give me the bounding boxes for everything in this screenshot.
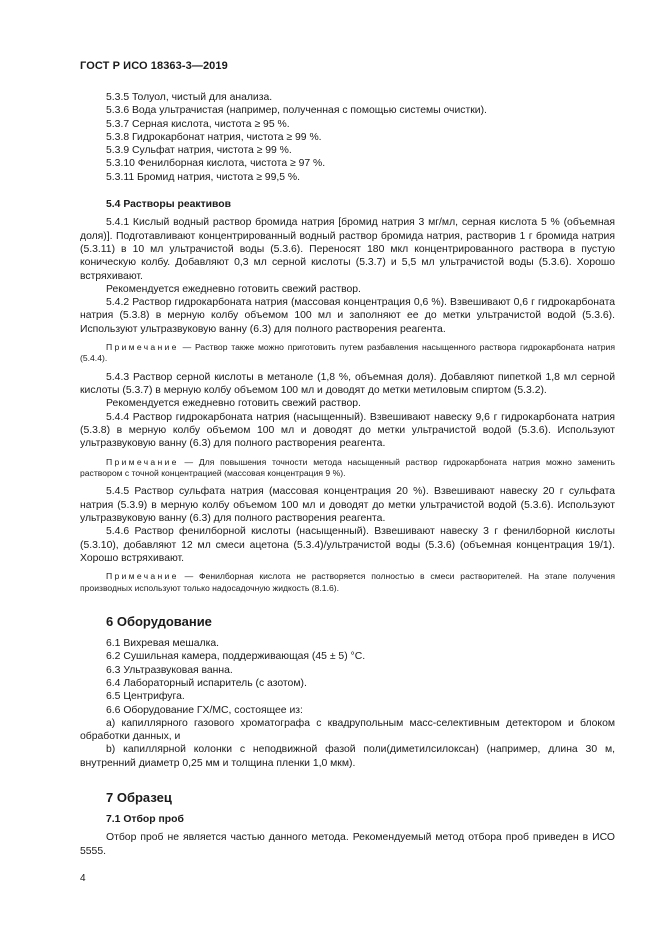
list-item: 5.3.7 Серная кислота, чистота ≥ 95 %. — [106, 118, 290, 130]
note — [80, 571, 615, 594]
list-item: 5.3.10 Фенилборная кислота, чистота ≥ 97 %. — [106, 158, 326, 170]
paragraph: 5.4.6 Раствор фенилборной кислоты (насыщенный). Взвешивают навеску 3 г фенилборной кислоты (5.3.10), добавляют 12 мл смеси ацетона (5.3.4)/ультрачистой воды (5.3.6) (объемная концентрация 19/1). Хорошо встряхивают. — [80, 526, 615, 564]
section-heading-7-1: 7.1 Отбор проб — [106, 814, 184, 826]
list-item: 6.5 Центрифуга. — [106, 691, 185, 703]
sub-item-b: b) капиллярной колонки с неподвижной фазой поли(диметилсилоксан) (например, длина 30 м, внутренний диаметр 0,25 мм и толщина пленки 1,0 мкм). — [80, 744, 615, 769]
note-label: Примечание — [106, 456, 179, 467]
paragraph: 5.4.2 Раствор гидрокарбоната натрия (массовая концентрация 0,6 %). Взвешивают 0,6 г гидрокарбоната натрия (5.3.8) в мерную колбу объемом 100 мл и заполняют ее до метки ультрачистой водой (5.3.6). Используют ультразвуковую ванну (6.3) для полного растворения реагента. — [80, 297, 615, 335]
note-text: — Раствор также можно приготовить путем разбавления насыщенного раствора гидрокарбоната натрия (5.4.4). — [80, 342, 615, 364]
list-item: 6.2 Сушильная камера, поддерживающая (45 ± 5) °С. — [106, 651, 366, 663]
paragraph: 5.4.5 Раствор сульфата натрия (массовая концентрация 20 %). Взвешивают навеску 20 г сульфата натрия (5.3.9) в мерную колбу объемом 100 мл и доводят до метки ультрачистой водой (5.3.6). Используют ультразвуковую ванну (6.3) для полного растворения реагента. — [80, 486, 615, 525]
note-text: — Для повышения точности метода насыщенный раствор гидрокарбоната натрия можно заменить раствором с точной концентрацией (массовая концентрация 9 %). — [80, 456, 615, 479]
list-item: 5.3.9 Сульфат натрия, чистота ≥ 99 %. — [106, 145, 292, 157]
note-label: Примечание — [106, 342, 179, 353]
list-item: 6.6 Оборудование ГХ/МС, состоящее из: — [106, 704, 303, 716]
paragraph: Отбор проб не является частью данного метода. Рекомендуемый метод отбора проб приведен в ИСО 5555. — [80, 832, 615, 857]
section-heading-6: 6 Оборудование — [106, 614, 212, 630]
list-item: 5.3.11 Бромид натрия, чистота ≥ 99,5 %. — [106, 171, 301, 183]
list-item: 5.3.5 Толуол, чистый для анализа. — [106, 92, 273, 103]
sub-item-a: a) капиллярного газового хроматографа с квадрупольным масс-селективным детектором и блоком обработки данных, и — [80, 717, 615, 743]
list-item: 5.3.6 Вода ультрачистая (например, полученная с помощью системы очистки). — [106, 105, 487, 117]
document-body — [80, 91, 615, 858]
note — [80, 457, 615, 480]
note-text: — Фенилборная кислота не растворяется полностью в смеси растворителей. На этапе получения производных используют только надосадочную жидкость (8.1.6). — [80, 571, 615, 593]
paragraph: 5.4.3 Раствор серной кислоты в метаноле (1,8 %, объемная доля). Добавляют пипеткой 1,8 мл серной кислоты (5.3.7) в мерную колбу объемом 100 мл и доводят до метки метиловым спиртом (5.3.2). — [80, 371, 615, 397]
section-heading-5-4: 5.4 Растворы реактивов — [106, 199, 232, 211]
section-heading-7: 7 Образец — [106, 790, 172, 806]
paragraph: 5.4.4 Раствор гидрокарбоната натрия (насыщенный). Взвешивают навеску 9,6 г гидрокарбоната натрия (5.3.8) в мерную колбу объемом 100 мл и доводят до метки ультрачистой водой (5.3.6). Используют ультразвуковую ванну (6.3) для полного растворения реагента. — [80, 411, 615, 450]
page-number: 4 — [80, 873, 86, 884]
list-item: 6.1 Вихревая мешалка. — [106, 638, 220, 650]
list-item: 6.4 Лабораторный испаритель (с азотом). — [106, 677, 307, 689]
paragraph: Рекомендуется ежедневно готовить свежий раствор. — [106, 398, 361, 410]
paragraph: Рекомендуется ежедневно готовить свежий раствор. — [106, 283, 361, 295]
note — [80, 342, 615, 365]
note-label: Примечание — [106, 571, 179, 582]
list-item: 5.3.8 Гидрокарбонат натрия, чистота ≥ 99 %. — [106, 131, 322, 143]
list-item: 6.3 Ультразвуковая ванна. — [106, 664, 233, 676]
document-header: ГОСТ Р ИСО 18363-3—2019 — [80, 60, 228, 72]
paragraph: 5.4.1 Кислый водный раствор бромида натрия [бромид натрия 3 мг/мл, серная кислота 5 % (объемная доля)]. Подготавливают концентрированный водный раствор бромида натрия, растворив 1 г бромида натрия (5.3.11) в 10 мл ультрачистой воды (5.3.6). Переносят 180 мкл концентрированного раствора в пустую коническую колбу. Добавляют 0,3 мл серной кислоты (5.3.7) и 5,5 мл ультрачистой воды (5.3.6). Хорошо встряхивают. — [80, 217, 615, 282]
